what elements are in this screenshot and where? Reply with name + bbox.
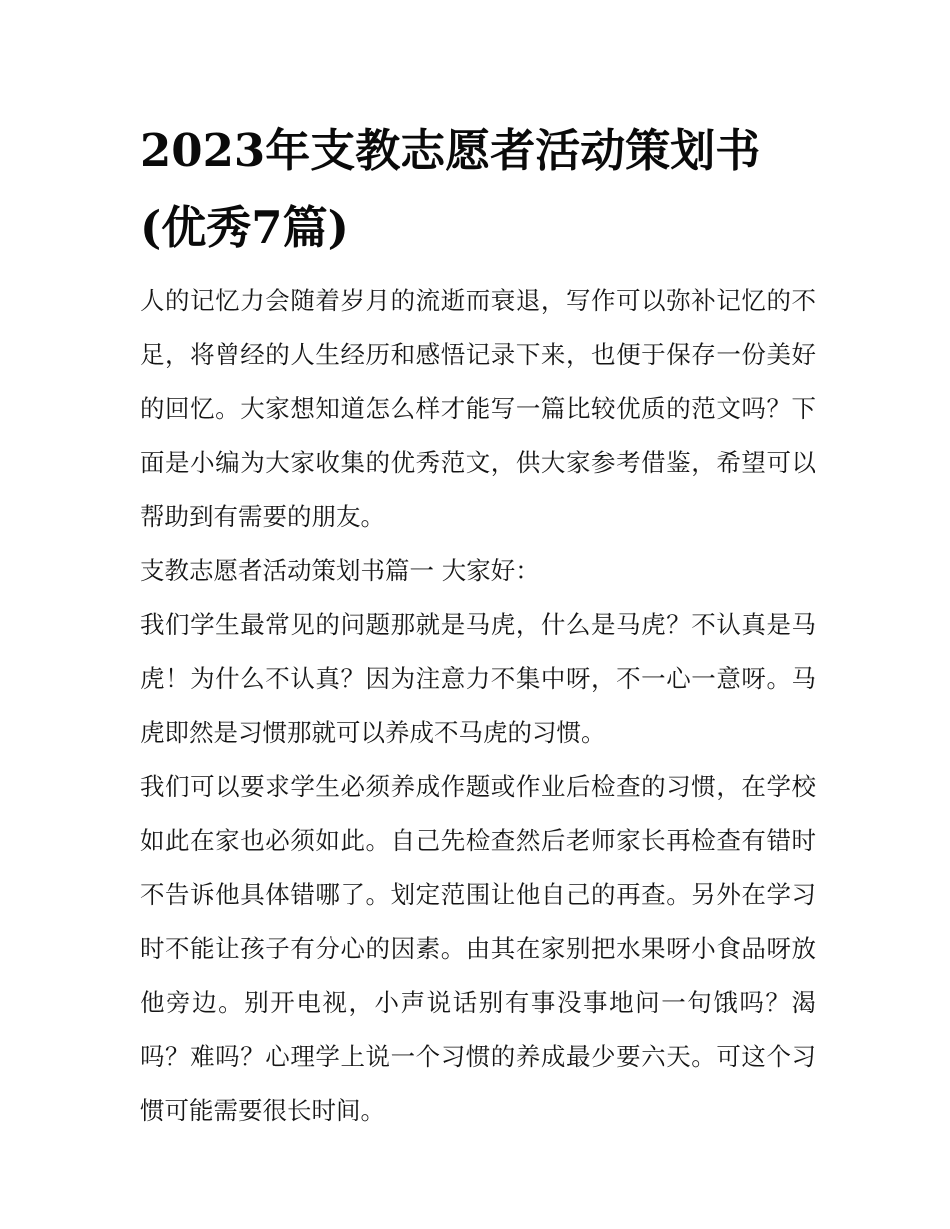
intro-paragraph: 人的记忆力会随着岁月的流逝而衰退，写作可以弥补记忆的不足，将曾经的人生经历和感悟记录下来，也便于保存一份美好的回忆。大家想知道怎么样才能写一篇比较优质的范文吗？下面是小编为大家收集的优秀范文，供大家参考借鉴，希望可以帮助到有需要的朋友。: [140, 286, 816, 531]
document-title: 2023年支教志愿者活动策划书(优秀7篇): [140, 124, 761, 254]
section-heading-paragraph: 支教志愿者活动策划书篇一 大家好：: [140, 556, 540, 585]
body-paragraph: 我们可以要求学生必须养成作题或作业后检查的习惯，在学校如此在家也必须如此。自己先检查然后老师家长再检查有错时不告诉他具体错哪了。划定范围让他自己的再查。另外在学习时不能让孩子有分心的因素。由其在家别把水果呀小食品呀放他旁边。别开电视，小声说话别有事没事地问一句饿吗？渴吗？难吗？心理学上说一个习惯的养成最少要六天。可这个习惯可能需要很长时间。: [140, 772, 816, 1125]
document-body: [140, 274, 816, 1138]
body-paragraph: 我们学生最常见的问题那就是马虎，什么是马虎？不认真是马虎！为什么不认真？因为注意力不集中呀，不一心一意呀。马虎即然是习惯那就可以养成不马虎的习惯。: [140, 610, 816, 747]
